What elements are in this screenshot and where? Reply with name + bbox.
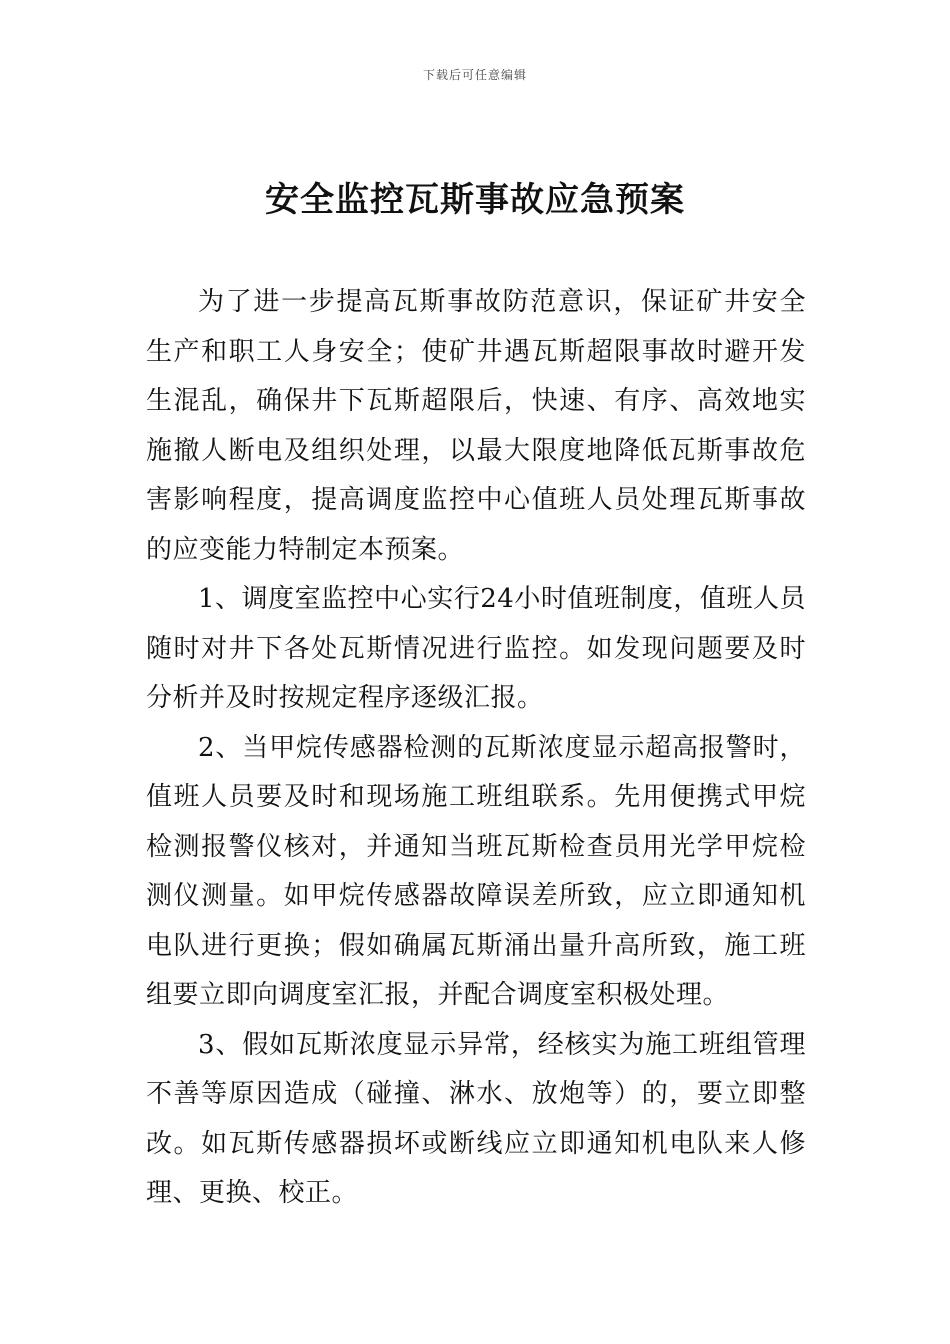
paragraph-item-2: 2、当甲烷传感器检测的瓦斯浓度显示超高报警时，值班人员要及时和现场施工班组联系。先用便携式甲烷检测报警仪核对，并通知当班瓦斯检查员用光学甲烷检测仪测量。如甲烷传感器故障误差所致，应立即通知机电队进行更换；假如确属瓦斯涌出量升高所致，施工班组要立即向调度室汇报，并配合调度室积极处理。	[146, 732, 806, 1010]
header-note: 下载后可任意编辑	[422, 68, 527, 82]
paragraph-item-1: 1、调度室监控中心实行24小时值班制度，值班人员随时对井下各处瓦斯情况进行监控。如发现问题要及时分析并及时按规定程序逐级汇报。	[146, 584, 806, 713]
document-body	[146, 278, 806, 1219]
paragraph-intro: 为了进一步提高瓦斯事故防范意识，保证矿井安全生产和职工人身安全；使矿井遇瓦斯超限事故时避开发生混乱，确保井下瓦斯超限后，快速、有序、高效地实施撤人断电及组织处理，以最大限度地降低瓦斯事故危害影响程度，提高调度监控中心值班人员处理瓦斯事故的应变能力特制定本预案。	[146, 287, 806, 565]
document-title: 安全监控瓦斯事故应急预案	[265, 180, 685, 220]
paragraph-item-3: 3、假如瓦斯浓度显示异常，经核实为施工班组管理不善等原因造成（碰撞、淋水、放炮等）的，要立即整改。如瓦斯传感器损坏或断线应立即通知机电队来人修理、更换、校正。	[146, 1029, 806, 1208]
